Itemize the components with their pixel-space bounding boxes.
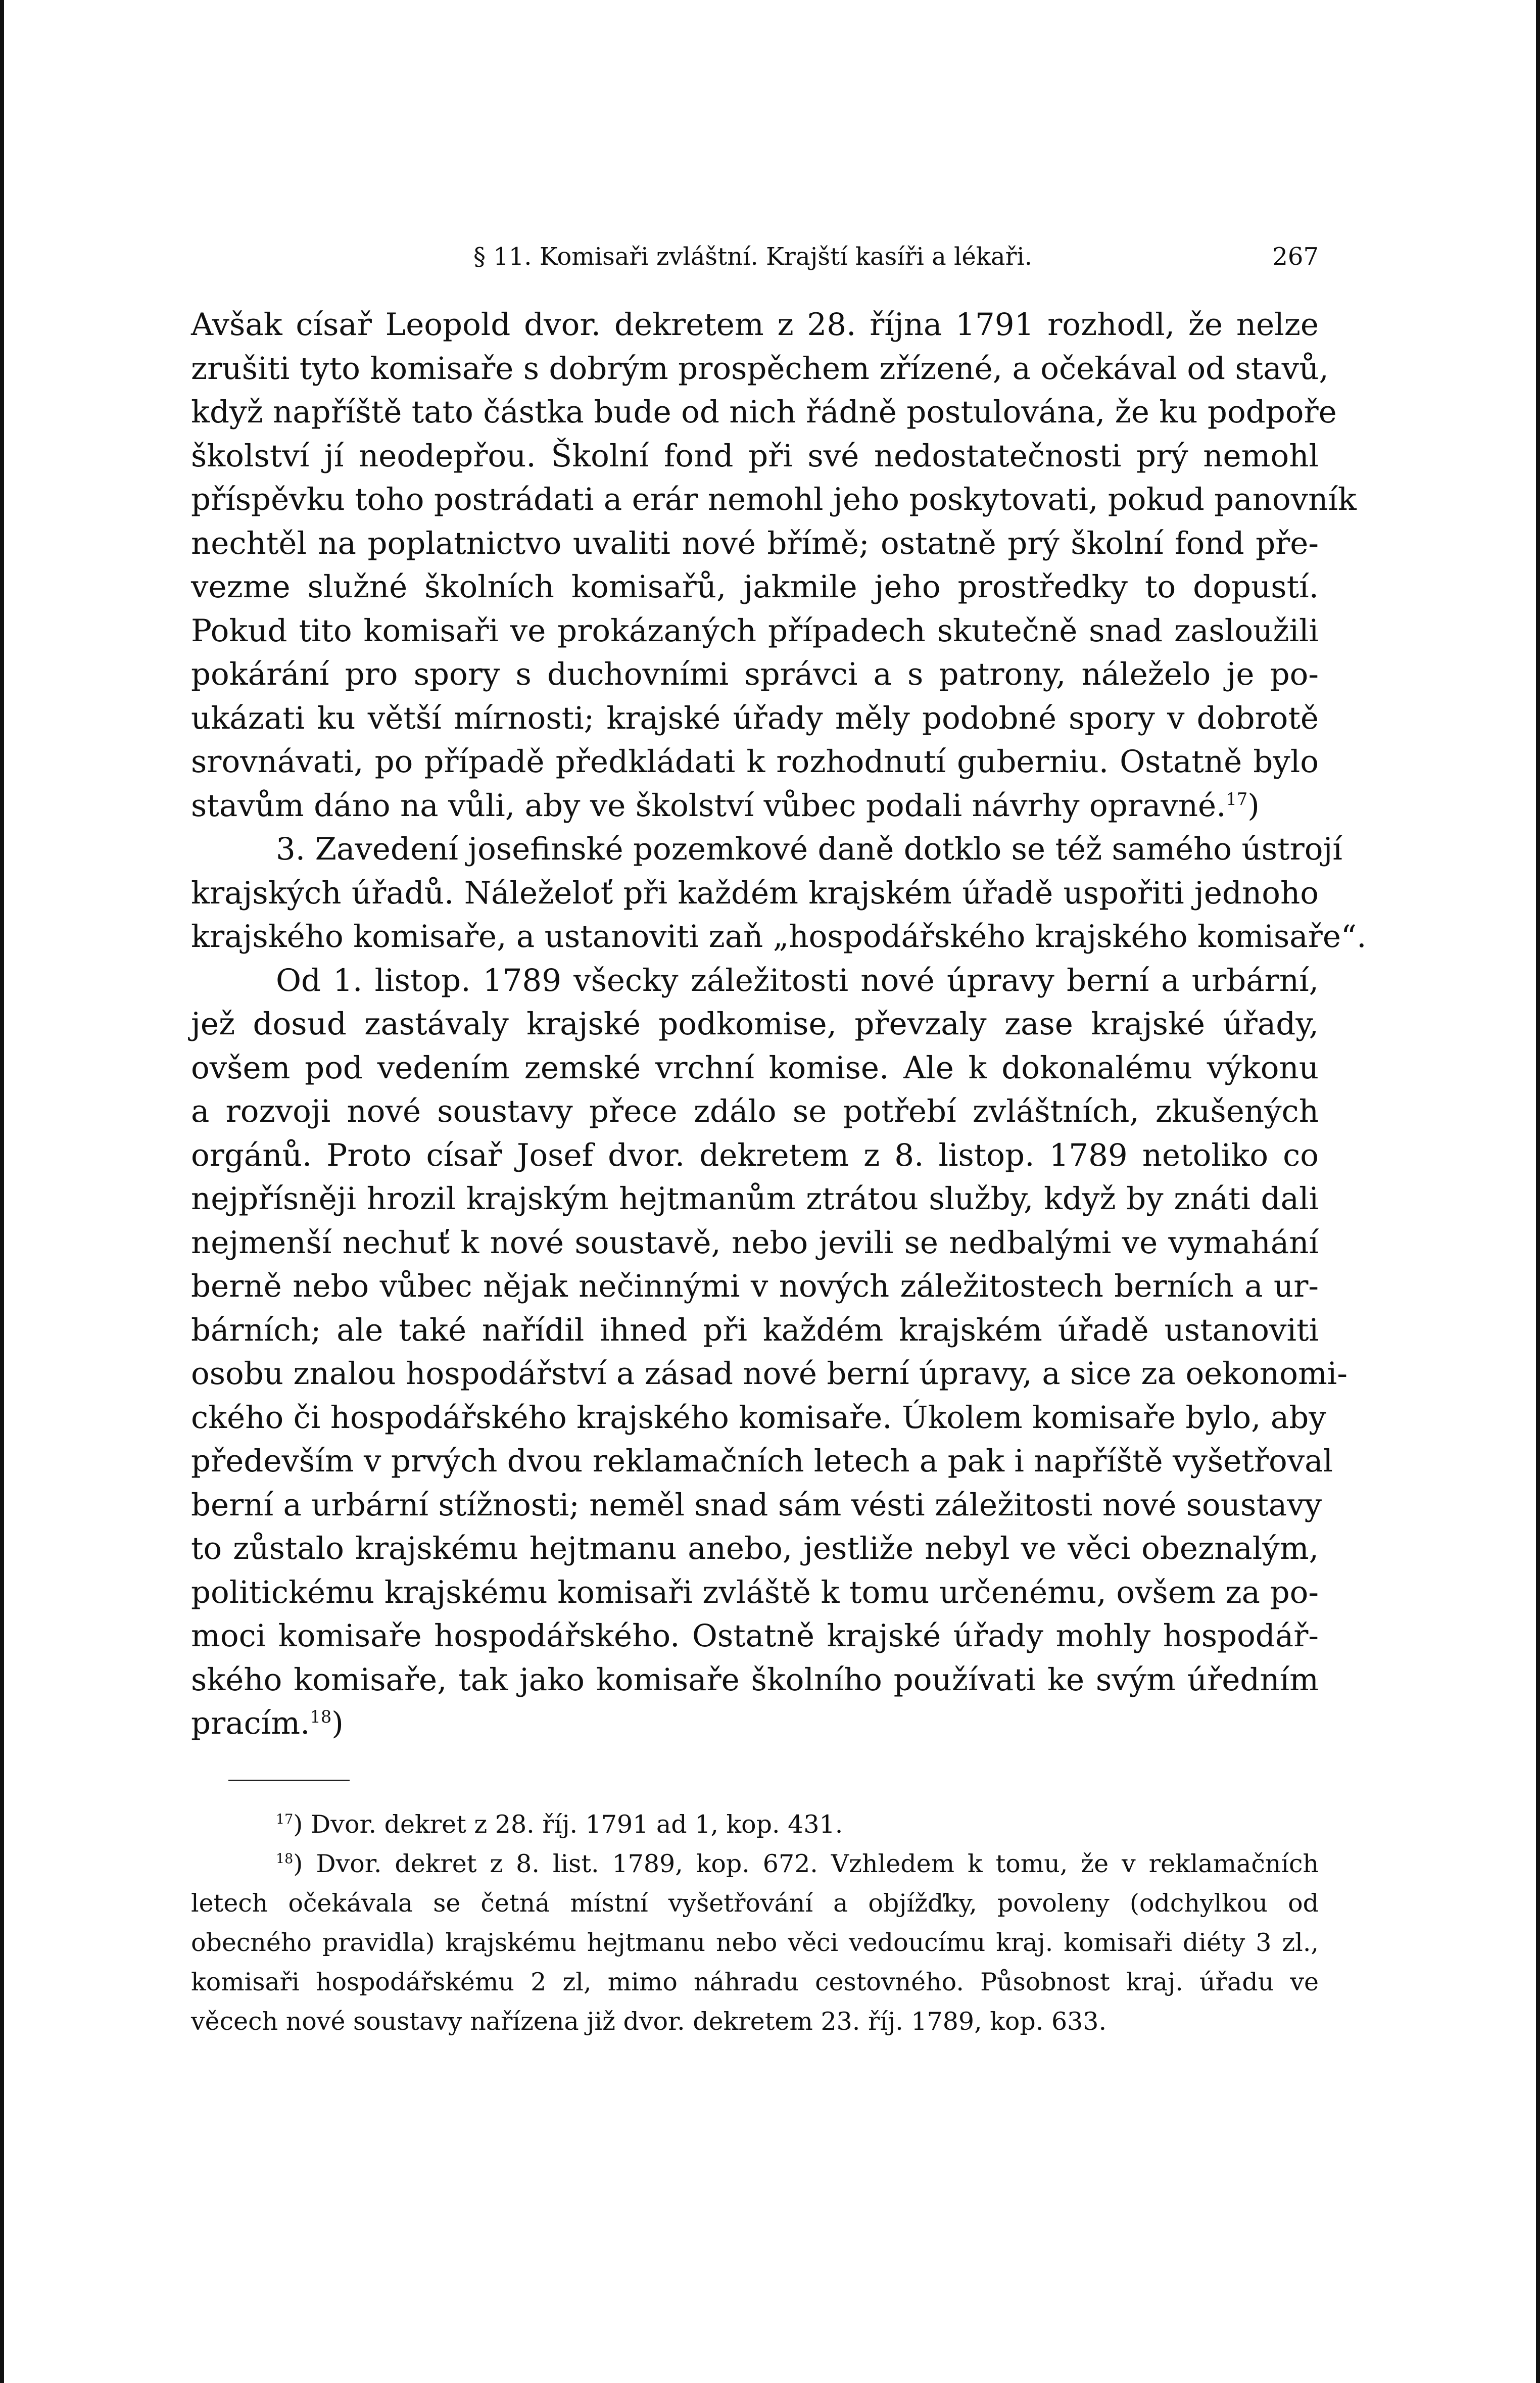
footnote-divider (228, 1780, 350, 1781)
text-line: ovšem pod vedením zemské vrchní komise. Ale k dokonalému výkonu (191, 1050, 1319, 1086)
line-text: pracím. (191, 1705, 310, 1741)
footnote-mark: 18 (276, 1851, 294, 1867)
text-line: Pokud tito komisaři ve prokázaných případech skutečně snad zasloužili (191, 612, 1319, 649)
text-line: politickému krajskému komisaři zvláště k tomu určenému, ovšem za po- (191, 1574, 1319, 1610)
footnote-reference: 17 (1226, 789, 1248, 809)
text-line: to zůstalo krajskému hejtmanu anebo, jestliže nebyl ve věci obeznalým, (191, 1531, 1319, 1566)
text-line: Avšak císař Leopold dvor. dekretem z 28. října 1791 rozhodl, že nelze (191, 307, 1319, 343)
main-text (191, 303, 1367, 1746)
text-line: krajských úřadů. Náleželoť při každém krajském úřadě uspořiti jednoho (191, 875, 1319, 911)
paragraph (191, 828, 1367, 959)
text-line: nejpřísněji hrozil krajským hejtmanům ztrátou služby, když by znáti dali (191, 1181, 1319, 1217)
footnote-line (191, 1844, 1319, 1884)
footnote-reference-paren: ) (1247, 787, 1260, 824)
text-line: zrušiti tyto komisaře s dobrým prospěchem zřízené, a očekával od stavů, (191, 350, 1329, 387)
text-line: především v prvých dvou reklamačních letech a pak i napříště vyšetřoval (191, 1443, 1333, 1479)
header-title: § 11. Komisaři zvláštní. Krajští kasíři a lékaři. (473, 243, 1033, 271)
text-line: nejmenší nechuť k nové soustavě, nebo jevili se nedbalými ve vymahání (191, 1224, 1319, 1261)
footnote-line: letech očekávala se četná místní vyšetřování a objížďky, povoleny (odchylkou od (191, 1889, 1319, 1918)
paragraph (191, 959, 1348, 1746)
footnotes (191, 1805, 1319, 2041)
footnote-reference: 18 (310, 1707, 332, 1727)
text-line: ckého či hospodářského krajského komisaře. Úkolem komisaře bylo, aby (191, 1399, 1326, 1436)
text-line: pokárání pro spory s duchovními správci a s patrony, náleželo je po- (191, 656, 1319, 692)
text-line: a rozvoji nové soustavy přece zdálo se potřebí zvláštních, zkušených (191, 1093, 1319, 1129)
text-line: Od 1. listop. 1789 všecky záležitosti nové úpravy berní a urbární, (276, 962, 1319, 998)
footnote-line (191, 1805, 1319, 1844)
text-line: když napříště tato částka bude od nich řádně postulována, že ku podpoře (191, 394, 1337, 430)
text-line: berně nebo vůbec nějak nečinnými v nových záležitostech berních a ur- (191, 1268, 1319, 1304)
text-line (191, 1702, 1319, 1746)
line-text: stavům dáno na vůli, aby ve školství vůbec podali návrhy opravné. (191, 787, 1226, 824)
text-line: moci komisaře hospodářského. Ostatně krajské úřady mohly hospodář- (191, 1618, 1319, 1654)
text-line: školství jí neodepřou. Školní fond při své nedostatečnosti prý nemohl (191, 438, 1319, 474)
text-line: 3. Zavedení josefinské pozemkové daně dotklo se též samého ústrojí (276, 831, 1342, 867)
footnote-line: věcech nové soustavy nařízena již dvor. dekretem 23. říj. 1789, kop. 633. (191, 2007, 1107, 2036)
footnote-line: komisaři hospodářskému 2 zl, mimo náhradu cestovného. Působnost kraj. úřadu ve (191, 1968, 1319, 1996)
text-line: jež dosud zastávaly krajské podkomise, převzaly zase krajské úřady, (191, 1006, 1319, 1042)
text-line: srovnávati, po případě předkládati k rozhodnutí guberniu. Ostatně bylo (191, 744, 1319, 780)
footnote-text: ) Dvor. dekret z 28. říj. 1791 ad 1, kop. 431. (293, 1810, 843, 1839)
text-line: příspěvku toho postrádati a erár nemohl jeho poskytovati, pokud panovník (191, 482, 1357, 517)
paragraph (191, 303, 1357, 828)
text-line: orgánů. Proto císař Josef dvor. dekretem z 8. listop. 1789 netoliko co (191, 1137, 1319, 1173)
footnote (191, 1844, 1319, 2041)
footnote-line: obecného pravidla) krajskému hejtmanu nebo věci vedoucímu kraj. komisaři diéty 3 zl., (191, 1928, 1319, 1957)
text-line: berní a urbární stížnosti; neměl snad sám vésti záležitosti nové soustavy (191, 1487, 1322, 1523)
text-line: ského komisaře, tak jako komisaře školního používati ke svým úředním (191, 1661, 1319, 1698)
text-line: bárních; ale také nařídil ihned při každém krajském úřadě ustanoviti (191, 1312, 1319, 1348)
page-number: 267 (1272, 243, 1319, 271)
footnote-mark: 17 (276, 1812, 294, 1828)
footnote-reference-paren: ) (331, 1705, 344, 1741)
text-line: vezme služné školních komisařů, jakmile jeho prostředky to dopustí. (191, 569, 1319, 605)
text-line (191, 784, 1319, 828)
text-line: ukázati ku větší mírnosti; krajské úřady měly podobné spory v dobrotě (191, 700, 1319, 736)
running-header (187, 231, 1319, 282)
text-line: nechtěl na poplatnictvo uvaliti nové břímě; ostatně prý školní fond pře- (191, 525, 1319, 561)
footnote (191, 1805, 1319, 1844)
text-line: osobu znalou hospodářství a zásad nové berní úpravy, a sice za oekonomi- (191, 1356, 1348, 1392)
text-line: krajského komisaře, a ustanoviti zaň „hospodářského krajského komisaře“. (191, 919, 1367, 955)
footnote-text: ) Dvor. dekret z 8. list. 1789, kop. 672. Vzhledem k tomu, že v reklamačních (293, 1849, 1319, 1878)
